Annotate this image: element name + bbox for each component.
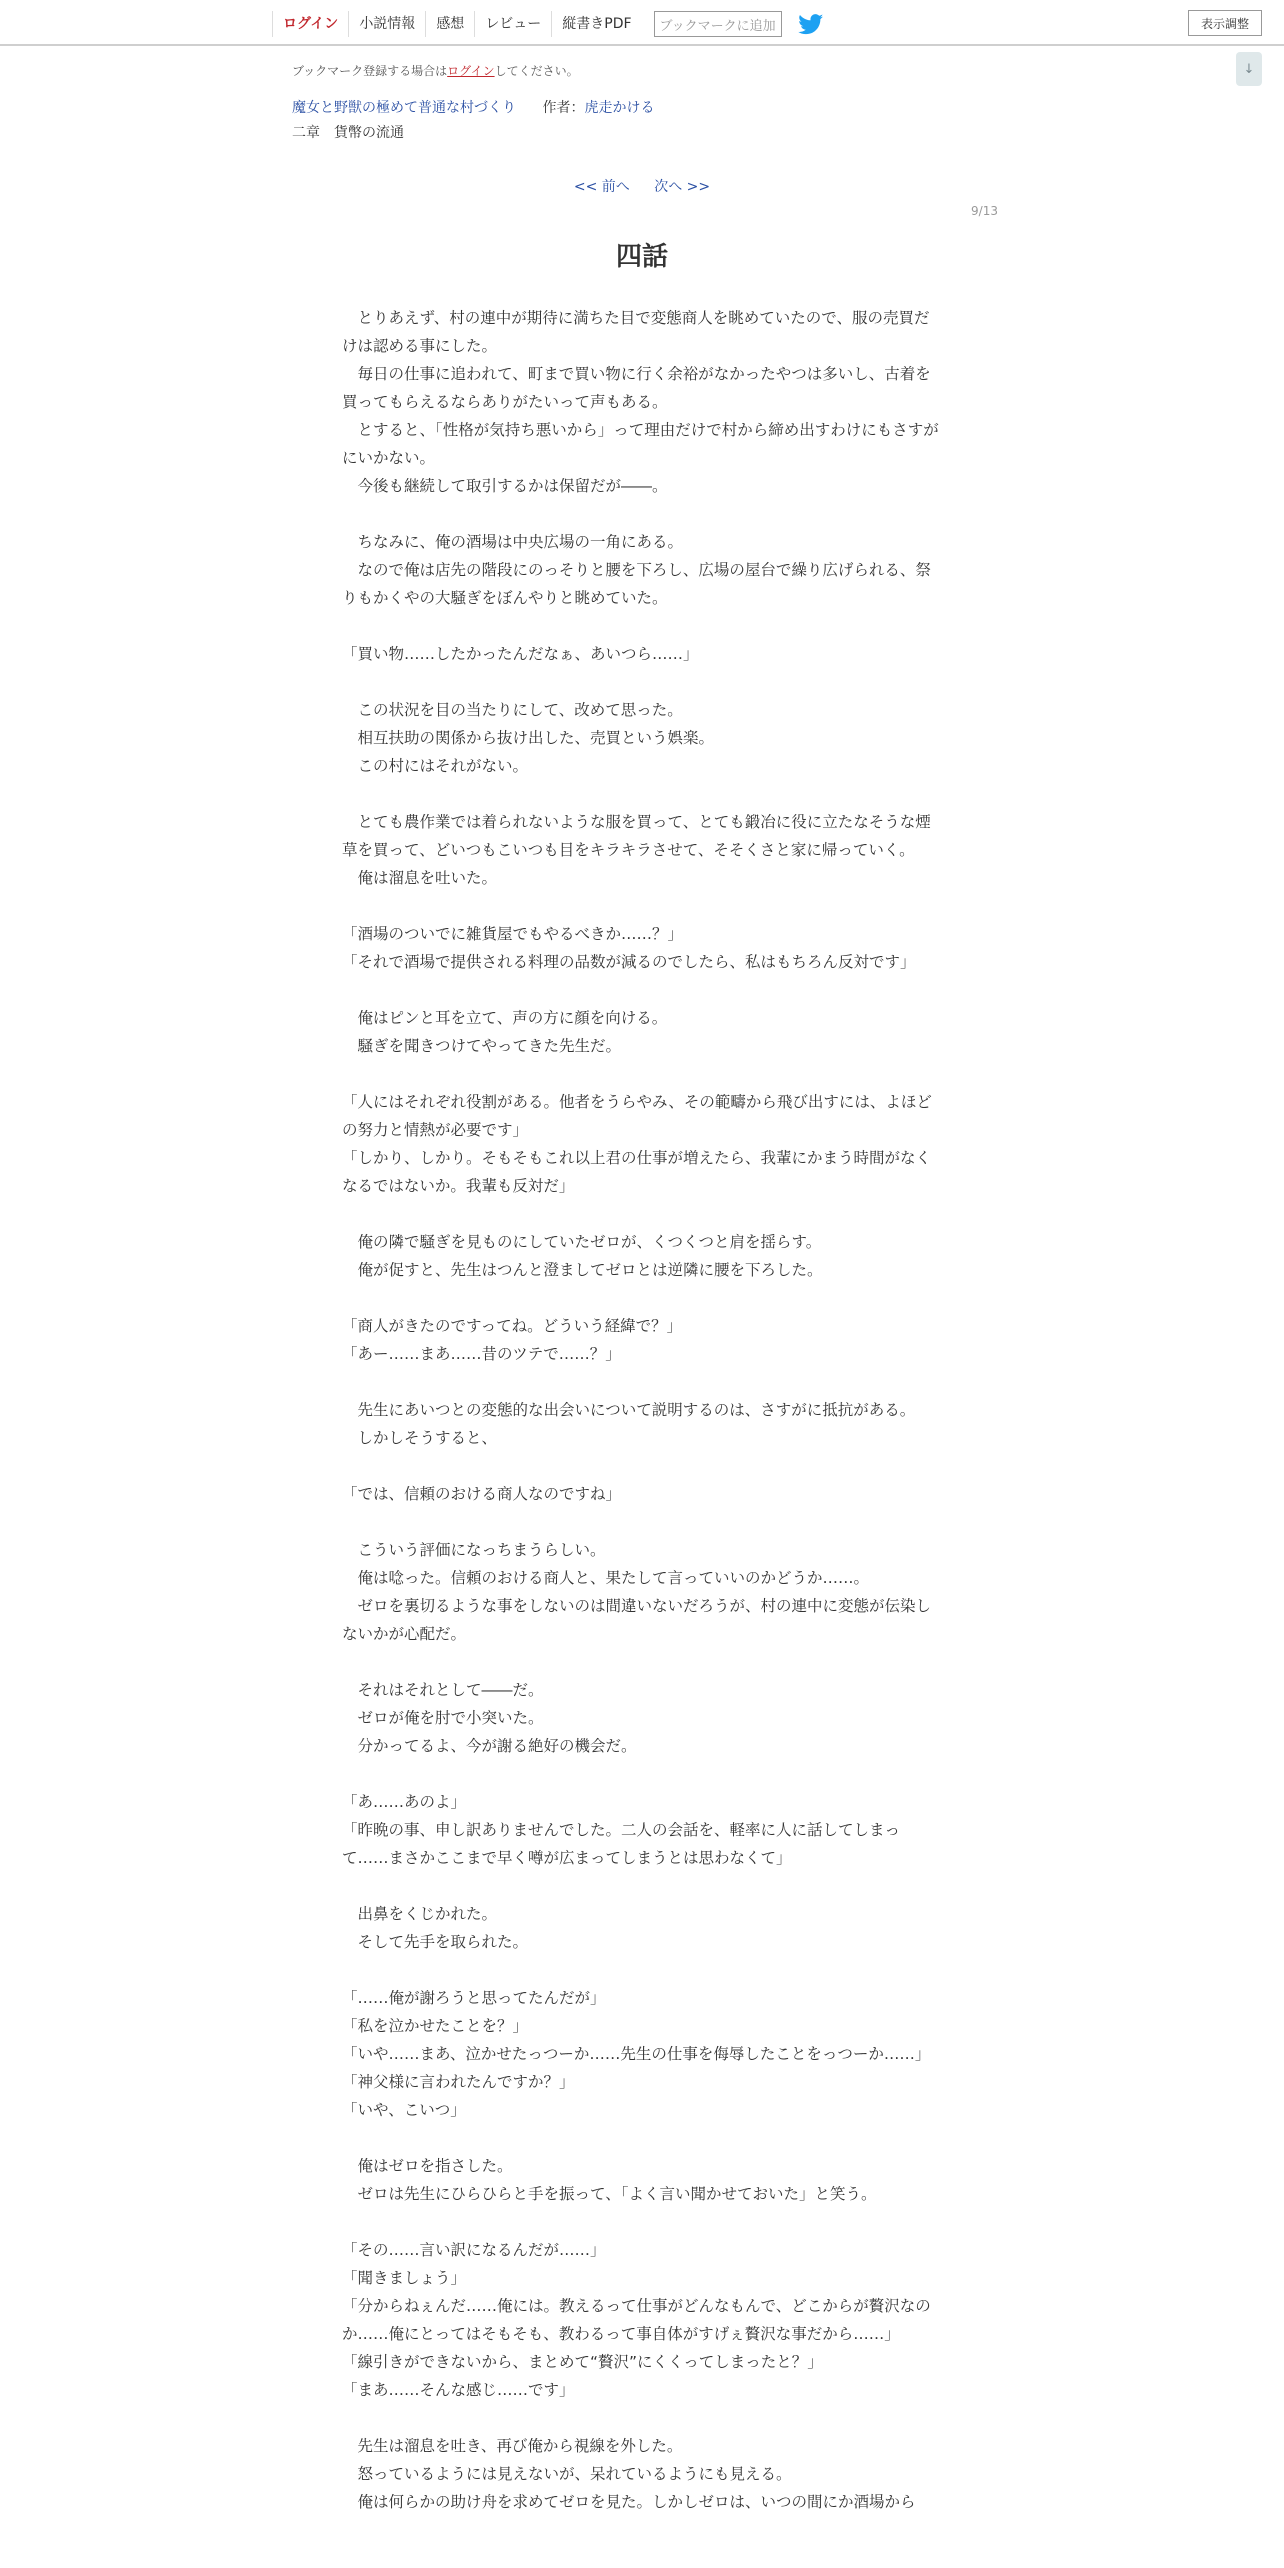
author-link[interactable]: 虎走かける bbox=[584, 100, 655, 116]
body-paragraph: とても農作業では着られないような服を買って、とても鍛冶に役に立たなそうな煙草を買って、どいつもこいつも目をキラキラさせて、そそくさと家に帰っていく。 bbox=[342, 813, 931, 859]
body-paragraph: こういう評価になっちまうらしい。 bbox=[342, 1541, 606, 1559]
chapter-title: 二章 貨幣の流通 bbox=[292, 125, 404, 141]
body-paragraph: 「しかり、しかり。そもそもこれ以上君の仕事が増えたら、我輩にかまう時間がなくなるではないか。我輩も反対だ」 bbox=[342, 1149, 932, 1195]
blank-line bbox=[342, 1956, 942, 1984]
episode-title: 四話 bbox=[615, 242, 668, 272]
blank-line bbox=[342, 1508, 942, 1536]
body-paragraph: 出鼻をくじかれた。 bbox=[342, 1905, 498, 1923]
page-number: 9/13 bbox=[971, 204, 998, 218]
body-paragraph: 「あー……まあ……昔のツテで……？」 bbox=[342, 1345, 621, 1363]
body-paragraph: ゼロは先生にひらひらと手を振って、「よく言い聞かせておいた」と笑う。 bbox=[342, 2185, 877, 2203]
body-paragraph: 「神父様に言われたんですか？」 bbox=[342, 2073, 575, 2091]
body-paragraph: 「線引きができないから、まとめて“贅沢”にくくってしまったと？」 bbox=[342, 2353, 823, 2371]
blank-line bbox=[342, 668, 942, 696]
body-paragraph: 怒っているようには見えないが、呆れているようにも見える。 bbox=[342, 2465, 792, 2483]
body-paragraph: ゼロを裏切るような事をしないのは間違いないだろうが、村の連中に変態が伝染しないかが心配だ。 bbox=[342, 1597, 932, 1643]
blank-line bbox=[342, 1060, 942, 1088]
body-paragraph: 「昨晩の事、申し訳ありませんでした。二人の会話を、軽率に人に話してしまって……まさかここまで早く噂が広まってしまうとは思わなくて」 bbox=[342, 1821, 901, 1867]
body-paragraph: 分かってるよ、今が謝る絶好の機会だ。 bbox=[342, 1737, 637, 1755]
site-header bbox=[0, 0, 1284, 46]
body-paragraph: この状況を目の当たりにして、改めて思った。 bbox=[342, 701, 683, 719]
blank-line bbox=[342, 780, 942, 808]
nav-login[interactable]: ログイン bbox=[272, 11, 348, 37]
body-paragraph: この村にはそれがない。 bbox=[342, 757, 529, 775]
add-bookmark-button[interactable]: ブックマークに追加 bbox=[654, 11, 782, 37]
body-paragraph: 俺はゼロを指さした。 bbox=[342, 2157, 513, 2175]
notice-text-before: ブックマーク登録する場合は bbox=[292, 64, 448, 78]
body-paragraph: 「商人がきたのですってね。どういう経緯で？」 bbox=[342, 1317, 683, 1335]
body-paragraph: 「いや、こいつ」 bbox=[342, 2101, 466, 2119]
prev-episode-link[interactable]: << 前へ bbox=[573, 179, 630, 195]
top-nav bbox=[272, 10, 826, 38]
body-paragraph: 「あ……あのよ」 bbox=[342, 1793, 467, 1811]
body-paragraph: 「……俺が謝ろうと思ってたんだが」 bbox=[342, 1989, 606, 2007]
author-label: 作者： bbox=[542, 100, 585, 116]
blank-line bbox=[342, 1648, 942, 1676]
body-paragraph: しかしそうすると、 bbox=[342, 1429, 498, 1447]
blank-line bbox=[342, 612, 942, 640]
novel-body bbox=[342, 304, 942, 2516]
body-paragraph: 俺の隣で騒ぎを見ものにしていたゼロが、くつくつと肩を揺らす。 bbox=[342, 1233, 822, 1251]
body-paragraph: 「買い物……したかったんだなぁ、あいつら……」 bbox=[342, 645, 699, 663]
body-paragraph: 先生にあいつとの変態的な出会いについて説明するのは、さすがに抵抗がある。 bbox=[342, 1401, 916, 1419]
nav-novel-info[interactable]: 小説情報 bbox=[348, 11, 425, 37]
body-paragraph: とすると、「性格が気持ち悪いから」って理由だけで村から締め出すわけにもさすがにいかない。 bbox=[342, 421, 939, 467]
body-paragraph: 「人にはそれぞれ役割がある。他者をうらやみ、その範疇から飛び出すには、よほどの努力と情熱が必要です」 bbox=[342, 1093, 932, 1139]
scroll-down-button[interactable]: ↓ bbox=[1236, 52, 1262, 86]
bookmark-login-notice bbox=[292, 62, 579, 79]
nav-impressions[interactable]: 感想 bbox=[425, 11, 474, 37]
body-paragraph: 「聞きましょう」 bbox=[342, 2269, 467, 2287]
body-paragraph: ゼロが俺を肘で小突いた。 bbox=[342, 1709, 544, 1727]
body-paragraph: 俺はピンと耳を立て、声の方に顔を向ける。 bbox=[342, 1009, 668, 1027]
display-settings-button[interactable]: 表示調整 bbox=[1188, 10, 1262, 36]
blank-line bbox=[342, 1284, 942, 1312]
blank-line bbox=[342, 976, 942, 1004]
notice-text-after: してください。 bbox=[494, 64, 579, 78]
novel-info-line bbox=[292, 97, 654, 117]
body-paragraph: 俺は何らかの助け舟を求めてゼロを見た。しかしゼロは、いつの間にか酒場から bbox=[342, 2493, 916, 2511]
blank-line bbox=[342, 2124, 942, 2152]
body-paragraph: 「それで酒場で提供される料理の品数が減るのでしたら、私はもちろん反対です」 bbox=[342, 953, 916, 971]
blank-line bbox=[342, 2208, 942, 2236]
body-paragraph: 騒ぎを聞きつけてやってきた先生だ。 bbox=[342, 1037, 622, 1055]
blank-line bbox=[342, 1200, 942, 1228]
nav-review[interactable]: レビュー bbox=[474, 11, 551, 37]
blank-line bbox=[342, 1760, 942, 1788]
body-paragraph: 俺が促すと、先生はつんと澄ましてゼロとは逆隣に腰を下ろした。 bbox=[342, 1261, 823, 1279]
body-paragraph: 「分からねぇんだ……俺には。教えるって仕事がどんなもんで、どこからが贅沢なのか……俺にとってはそもそも、教わるって事自体がすげぇ贅沢な事だから……」 bbox=[342, 2297, 931, 2343]
body-paragraph: 俺は唸った。信頼のおける商人と、果たして言っていいのかどうか……。 bbox=[342, 1569, 870, 1587]
body-paragraph: 毎日の仕事に追われて、町まで買い物に行く余裕がなかったやつは多いし、古着を買ってもらえるならありがたいって声もある。 bbox=[342, 365, 931, 411]
blank-line bbox=[342, 1452, 942, 1480]
body-paragraph: 今後も継続して取引するかは保留だが――。 bbox=[342, 477, 668, 495]
body-paragraph: なので俺は店先の階段にのっそりと腰を下ろし、広場の屋台で繰り広げられる、祭りもかくやの大騒ぎをぼんやりと眺めていた。 bbox=[342, 561, 931, 607]
body-paragraph: とりあえず、村の連中が期待に満ちた目で変態商人を眺めていたので、服の売買だけは認める事にした。 bbox=[342, 309, 930, 355]
novel-title-link[interactable]: 魔女と野獣の極めて普通な村づくり bbox=[292, 100, 516, 116]
nav-vertical-pdf[interactable]: 縦書きPDF bbox=[551, 11, 641, 37]
body-paragraph: 相互扶助の関係から抜け出した、売買という娯楽。 bbox=[342, 729, 715, 747]
body-paragraph: そして先手を取られた。 bbox=[342, 1933, 529, 1951]
body-paragraph: 俺は溜息を吐いた。 bbox=[342, 869, 498, 887]
next-episode-link[interactable]: 次へ >> bbox=[654, 179, 711, 195]
twitter-bird-icon[interactable] bbox=[798, 12, 826, 36]
body-paragraph: 「まあ……そんな感じ……です」 bbox=[342, 2381, 575, 2399]
body-paragraph: 「私を泣かせたことを？」 bbox=[342, 2017, 529, 2035]
body-paragraph: 「その……言い訳になるんだが……」 bbox=[342, 2241, 606, 2259]
blank-line bbox=[342, 1872, 942, 1900]
body-paragraph: ちなみに、俺の酒場は中央広場の一角にある。 bbox=[342, 533, 684, 551]
blank-line bbox=[342, 500, 942, 528]
body-paragraph: 「いや……まあ、泣かせたっつーか……先生の仕事を侮辱したことをっつーか……」 bbox=[342, 2045, 931, 2063]
blank-line bbox=[342, 892, 942, 920]
body-paragraph: 先生は溜息を吐き、再び俺から視線を外した。 bbox=[342, 2437, 683, 2455]
blank-line bbox=[342, 1368, 942, 1396]
body-paragraph: 「では、信頼のおける商人なのですね」 bbox=[342, 1485, 622, 1503]
episode-pager bbox=[0, 176, 1284, 196]
notice-login-link[interactable]: ログイン bbox=[447, 64, 495, 78]
blank-line bbox=[342, 2404, 942, 2432]
body-paragraph: 「酒場のついでに雑貨屋でもやるべきか……？」 bbox=[342, 925, 684, 943]
body-paragraph: それはそれとして――だ。 bbox=[342, 1681, 544, 1699]
